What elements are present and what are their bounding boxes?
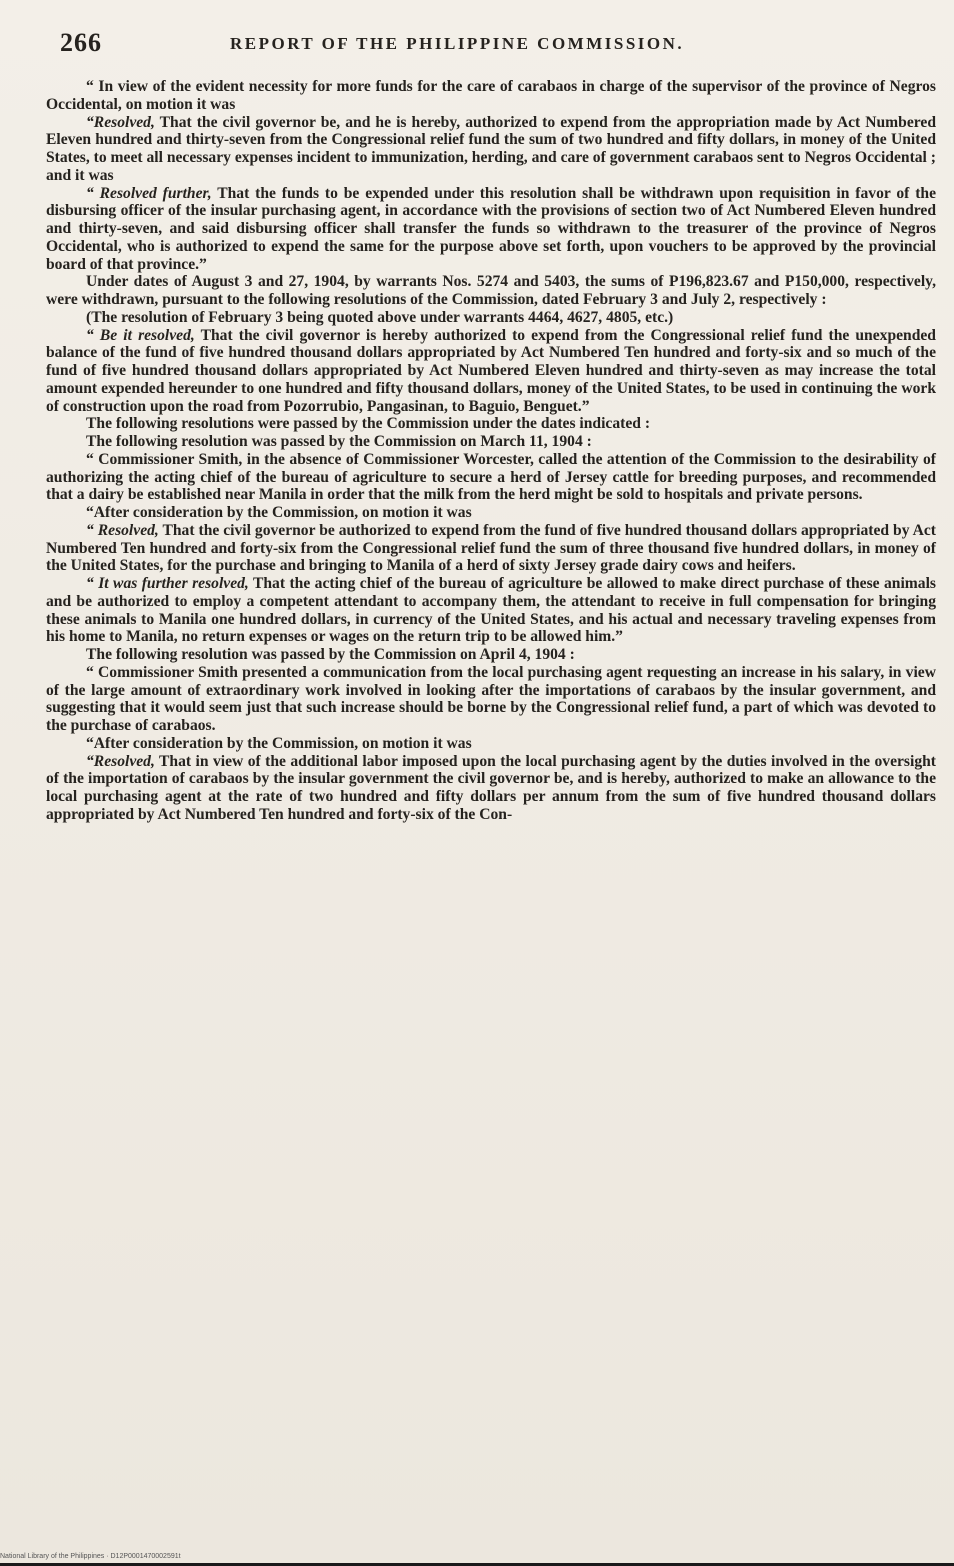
paragraph-text: Under dates of August 3 and 27, 1904, by warrants Nos. 5274 and 5403, the sums of P196,823.67 and P150,000, respectively, were withdrawn, pursuant to the following resolutions of the Commission, dated February 3 and July 2, respectively : xyxy=(46,273,936,308)
running-head: REPORT OF THE PHILIPPINE COMMISSION. xyxy=(230,34,685,53)
paragraph-text: The following resolution was passed by the Commission on April 4, 1904 : xyxy=(86,646,575,663)
resolution-lead: “Resolved, xyxy=(86,113,155,131)
paragraph xyxy=(46,735,936,753)
paragraph-text: That the civil governor be, and he is hereby, authorized to expend from the appropriation made by Act Numbered Eleven hundred and thirty-seven from the Congressional relief fund the sum of two hundred and fifty dollars, in money of the United States, to meet all necessary expenses incident to immunization, herding, and care of government carabaos sent to Negros Occidental ; and it was xyxy=(46,113,936,184)
body-text xyxy=(46,78,936,824)
page-header xyxy=(60,28,940,68)
paragraph xyxy=(46,451,936,504)
paragraph xyxy=(46,522,936,575)
paragraph xyxy=(46,753,936,824)
paragraph xyxy=(46,415,936,433)
paragraph-text: (The resolution of February 3 being quoted above under warrants 4464, 4627, 4805, etc.) xyxy=(86,308,674,326)
paragraph xyxy=(46,309,936,327)
resolution-lead: “ Be it resolved, xyxy=(86,326,195,344)
paragraph-text: That the funds to be expended under this resolution shall be withdrawn upon requisition in favor of the disbursing officer of the insular purchasing agent, in accordance with the provisions of section two of Act Numbered Eleven hundred and thirty-seven, and said disbursing officer shall transfer the funds so withdrawn to the treasurer of the province of Negros Occidental, who is authorized to expend the same for the purpose above set forth, upon vouchers to be approved by the provincial board of that province.” xyxy=(46,184,936,273)
paragraph-text: The following resolutions were passed by the Commission under the dates indicated : xyxy=(86,415,651,433)
paragraph-text: “ In view of the evident necessity for more funds for the care of carabaos in charge of the supervisor of the province of Negros Occidental, on motion it was xyxy=(46,78,936,113)
scan-reference: National Library of the Philippines · D12P0001470002591t xyxy=(0,1553,181,1560)
paragraph xyxy=(46,327,936,416)
paragraph xyxy=(46,78,936,114)
paragraph xyxy=(46,114,936,185)
paragraph-text: “After consideration by the Commission, on motion it was xyxy=(86,504,472,521)
paragraph-text: “ Commissioner Smith, in the absence of Commissioner Worcester, called the attention of the Commission to the desirability of authorizing the acting chief of the bureau of agriculture to secure a herd of Jersey cattle for breeding purposes, and recommended that a dairy be established near Manila in order that the milk from the herd might be sold to hospitals and private persons. xyxy=(46,450,936,504)
paragraph xyxy=(46,433,936,451)
paragraph xyxy=(46,646,936,664)
paragraph xyxy=(46,664,936,735)
paragraph xyxy=(46,504,936,522)
paragraph xyxy=(46,273,936,309)
paragraph-text: That the civil governor be authorized to expend from the fund of five hundred thousand dollars appropriated by Act Numbered Ten hundred and forty-six from the Congressional relief fund the sum of three thousand five hundred dollars, in money of the United States, for the purchase and bringing to Manila of a herd of sixty Jersey grade dairy cows and heifers. xyxy=(46,521,936,575)
paragraph-text: “ Commissioner Smith presented a communication from the local purchasing agent requesting an increase in his salary, in view of the large amount of extraordinary work involved in looking after the importations of carabaos by the insular government, and suggesting that it would seem just that such increase should be borne by the Congressional relief fund, a part of which was devoted to the purchase of carabaos. xyxy=(46,663,936,734)
paragraph xyxy=(46,185,936,274)
paragraph-text: That the acting chief of the bureau of agriculture be allowed to make direct purchase of these animals and be authorized to employ a competent attendant to accompany them, the attendant to receive in full compensation for bringing these animals to Manila one hundred dollars, in currency of the United States, and his actual and necessary traveling expenses from his home to Manila, no return expenses or wages on the return trip to be allowed him.” xyxy=(46,575,936,646)
paragraph-text: That the civil governor is hereby authorized to expend from the Congressional relief fund the unexpended balance of the fund of five hundred thousand dollars appropriated by Act Numbered Ten hundred and forty-six and so much of the fund of five hundred thousand dollars appropriated by Act Numbered Eleven hundred and thirty-seven as may increase the total amount expended hereunder to one hundred and fifty thousand dollars, money of the United States, to be used in continuing the work of construction upon the road from Pozorrubio, Pangasinan, to Baguio, Benguet.” xyxy=(46,326,936,415)
paragraph-text: “After consideration by the Commission, on motion it was xyxy=(86,734,472,752)
paragraph-text: That in view of the additional labor imposed upon the local purchasing agent by the duties involved in the oversight of the importation of carabaos by the insular government the civil governor be, and is hereby, authorized to make an allowance to the local purchasing agent at the rate of two hundred and fifty dollars per annum from the sum of five hundred thousand dollars appropriated by Act Numbered Ten hundred and forty-six of the Con- xyxy=(46,752,936,823)
paragraph-text: The following resolution was passed by the Commission on March 11, 1904 : xyxy=(86,433,592,450)
resolution-lead: “ Resolved, xyxy=(86,521,159,539)
resolution-lead: “ Resolved further, xyxy=(86,184,212,202)
resolution-lead: “Resolved, xyxy=(86,752,155,770)
page-number: 266 xyxy=(60,28,102,57)
resolution-lead: “ It was further resolved, xyxy=(86,575,249,592)
paragraph xyxy=(46,575,936,646)
